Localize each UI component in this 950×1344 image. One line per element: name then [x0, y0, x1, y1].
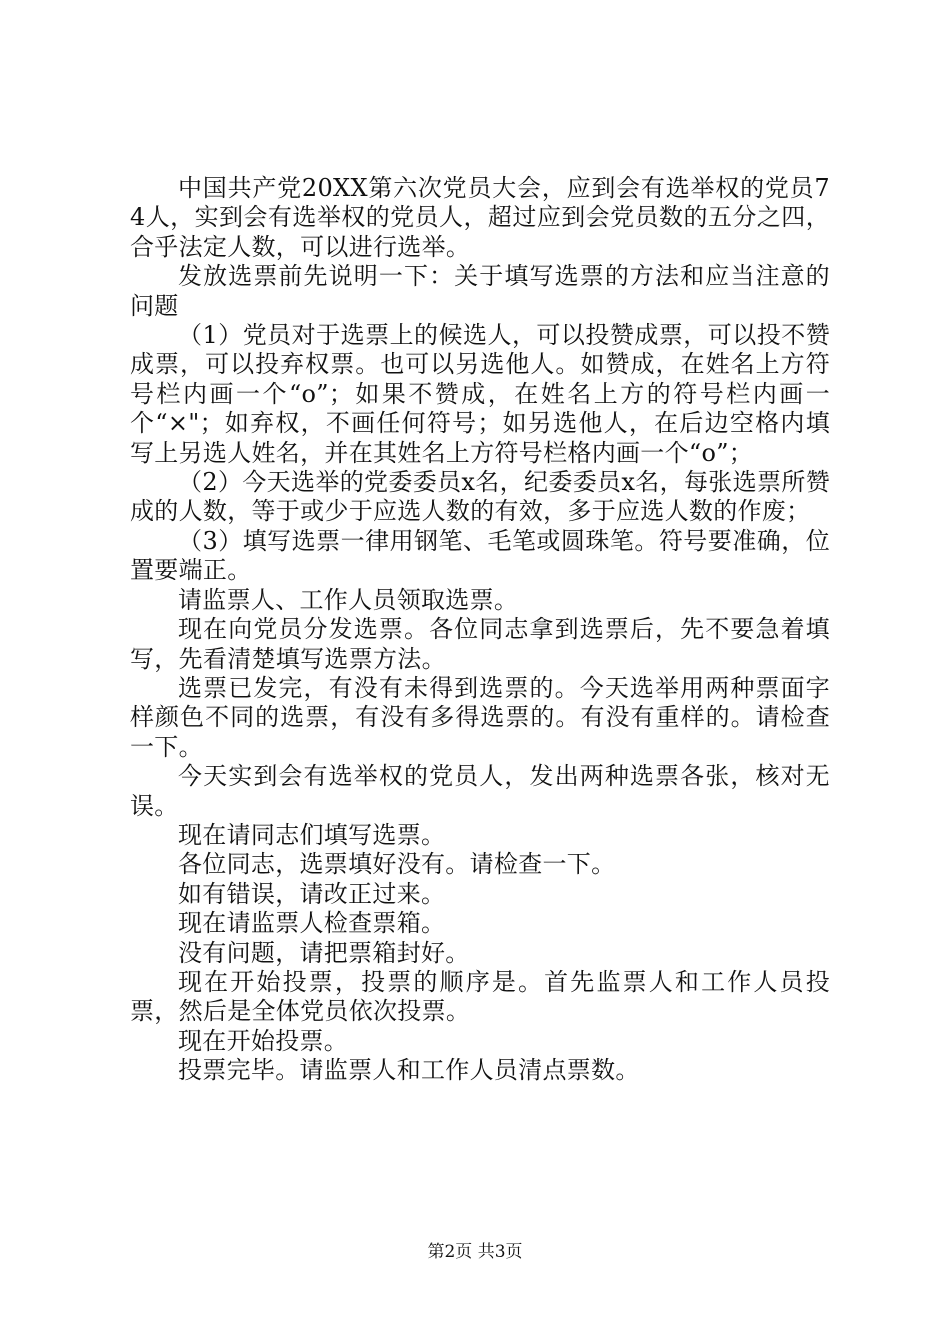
paragraph-seal-box: 没有问题，请把票箱封好。 — [178, 938, 470, 967]
paragraph-check-box: 现在请监票人检查票箱。 — [178, 909, 446, 938]
paragraph-rule-3: （3）填写选票一律用钢笔、毛笔或圆珠笔。符号要准确，位置要端正。 — [130, 526, 830, 585]
paragraph-fill-ballots: 现在请同志们填写选票。 — [178, 820, 446, 849]
paragraph-ballots-count: 今天实到会有选举权的党员人，发出两种选票各张，核对无误。 — [130, 762, 830, 820]
document-body — [130, 174, 830, 1086]
paragraph-start-voting: 现在开始投票。 — [178, 1026, 349, 1055]
paragraph-ballots-check: 选票已发完，有没有未得到选票的。今天选举用两种票面字样颜色不同的选票，有没有多得选票的。有没有重样的。请检查一下。 — [130, 673, 830, 761]
paragraph-ballots-done: 各位同志，选票填好没有。请检查一下。 — [178, 850, 616, 879]
paragraph-collect-ballots: 请监票人、工作人员领取选票。 — [178, 585, 519, 614]
paragraph-voting-complete: 投票完毕。请监票人和工作人员清点票数。 — [178, 1056, 640, 1085]
paragraph-ballot-instructions-intro: 发放选票前先说明一下：关于填写选票的方法和应当注意的问题 — [130, 262, 830, 320]
paragraph-quorum: 中国共产党20XX第六次党员大会，应到会有选举权的党员74人，实到会有选举权的党员人，超过应到会党员数的五分之四，合乎法定人数，可以进行选举。 — [130, 174, 830, 261]
page-number-footer: 第2页 共3页 — [427, 1242, 523, 1262]
paragraph-voting-order: 现在开始投票，投票的顺序是。首先监票人和工作人员投票，然后是全体党员依次投票。 — [130, 967, 830, 1026]
paragraph-rule-2: （2）今天选举的党委委员x名，纪委委员x名，每张选票所赞成的人数，等于或少于应选人数的有效，多于应选人数的作废； — [130, 468, 830, 526]
paragraph-distribute-ballots: 现在向党员分发选票。各位同志拿到选票后，先不要急着填写，先看清楚填写选票方法。 — [130, 615, 830, 673]
paragraph-correct-errors: 如有错误，请改正过来。 — [178, 879, 446, 908]
paragraph-rule-1: （1）党员对于选票上的候选人，可以投赞成票，可以投不赞成票，可以投弃权票。也可以另选他人。如赞成，在姓名上方符号栏内画一个“o”；如果不赞成，在姓名上方的符号栏内画一个“×"；如弃权，不画任何符号；如另选他人，在后边空格内填写上另选人姓名，并在其姓名上方符号栏格内画一个“o”； — [130, 321, 830, 467]
